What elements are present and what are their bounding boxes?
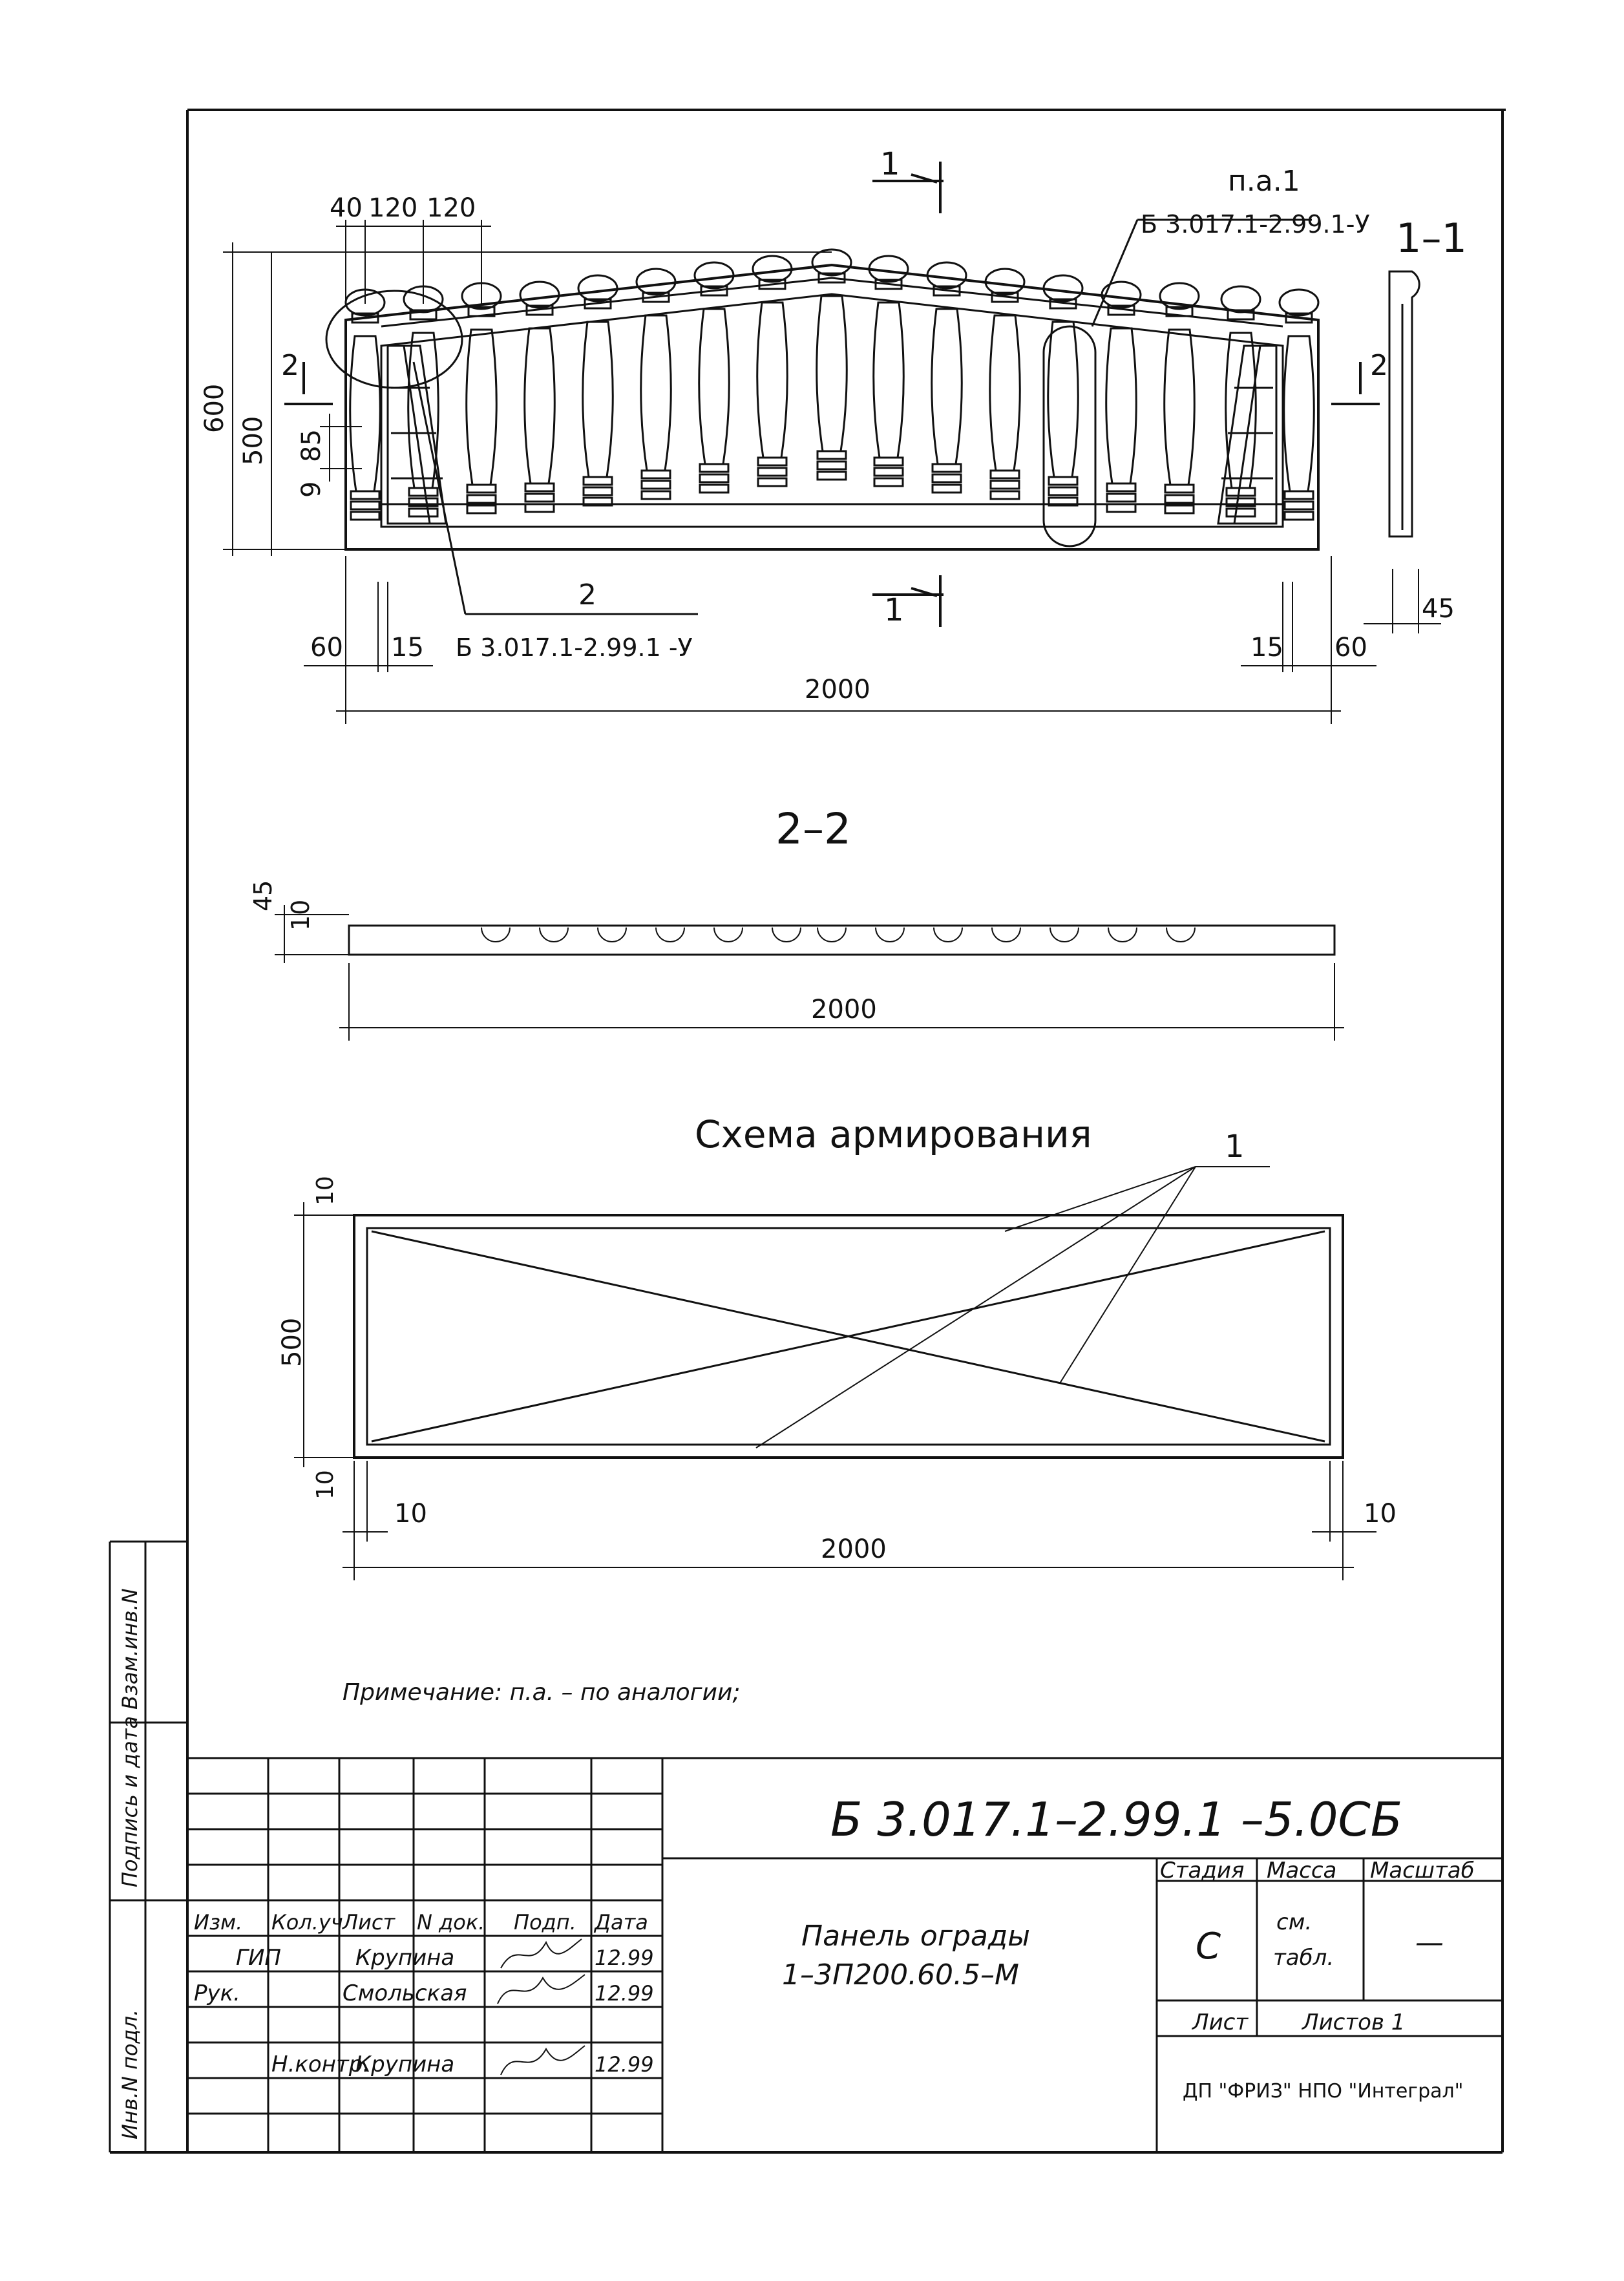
callout-2-ref: Б 3.017.1-2.99.1 -У [456,633,693,662]
org: ДП "ФРИЗ" НПО "Интеграл" [1183,2080,1464,2103]
list-label: Лист [1192,2010,1249,2035]
section-11-title: 1–1 [1396,215,1467,262]
dim-10-reinf-bottom: 10 [312,1470,339,1500]
row3-date: 12.99 [595,2052,654,2077]
baluster [346,290,385,520]
row1-name: Крупина [355,1945,455,1971]
dim-600: 600 [200,383,229,433]
row2-signature [498,1975,585,2004]
dim-15-left: 15 [391,633,424,663]
detail-oval-pa1 [1044,326,1095,546]
side-stamp-vzam: Взам.инв.N [118,1588,142,1710]
dims-left [223,242,832,556]
reinf-title: Схема армирования [695,1112,1092,1156]
dim-10-sec22: 10 [286,899,315,931]
dim-2000-top: 2000 [805,675,870,705]
row3-role: Н.контр. [271,2052,370,2077]
hdr-kol: Кол.уч [271,1910,343,1935]
baluster [637,269,675,499]
dims-reinf [294,1202,1376,1580]
dim-60-right: 60 [1334,633,1367,663]
masshtab-value: — [1415,1926,1444,1959]
baluster [812,249,851,480]
baluster [1044,275,1082,505]
stadia-value: С [1196,1926,1221,1968]
baluster [869,256,908,486]
balusters [346,249,1318,520]
hdr-data: Дата [595,1910,648,1935]
section-22-body [349,926,1334,955]
reinf-callout-1 [756,1167,1270,1448]
massa-label: Масса [1267,1858,1337,1883]
baluster [520,282,559,512]
baluster [578,275,617,505]
row3-name: Крупина [355,2052,455,2077]
dim-40: 40 [330,193,363,223]
row2-role: Рук. [194,1980,240,2006]
listov-label: Листов 1 [1302,2010,1406,2035]
cut-mark-2-left-label: 2 [281,349,299,382]
hdr-ndok: N док. [417,1910,485,1935]
hdr-list: Лист [343,1910,395,1935]
side-stamp-inv: Инв.N подл. [118,2009,142,2139]
hdr-izm: Изм. [194,1910,243,1935]
cut-mark-2-right-label: 2 [1370,349,1388,382]
product-name-2: 1–3П200.60.5–М [782,1958,1019,1991]
row2-date: 12.99 [595,1981,654,2006]
callout-pa1-ref: Б 3.017.1-2.99.1-У [1141,210,1370,239]
baluster [753,256,792,486]
baluster [927,262,966,493]
dim-500-reinf: 500 [277,1317,307,1367]
row3-signature [501,2046,585,2075]
dim-120-b: 120 [427,193,476,223]
baluster [1280,290,1318,520]
note: Примечание: п.а. – по аналогии; [343,1679,741,1706]
reinf-callout-1-label: 1 [1225,1129,1245,1165]
dim-120-a: 120 [368,193,418,223]
baluster [695,262,733,493]
dim-9: 9 [297,481,326,498]
dim-15-right: 15 [1250,633,1283,663]
dim-2000-sec22: 2000 [811,995,877,1024]
row2-name: Смольская [343,1980,467,2006]
baluster [986,269,1024,499]
row1-date: 12.99 [595,1946,654,1970]
dim-60-left: 60 [310,633,343,663]
dim-10-reinf-top: 10 [312,1176,339,1205]
reinf-frame [354,1215,1343,1458]
product-name-1: Панель ограды [801,1920,1031,1953]
dim-10-reinf-right: 10 [1364,1499,1397,1529]
massa-value-1: см. [1276,1909,1313,1935]
callout-2-label: 2 [578,578,596,611]
row1-signature [501,1939,582,1968]
dim-45-sec22: 45 [249,880,277,911]
masshtab-label: Масштаб [1370,1858,1475,1883]
dim-500: 500 [238,416,268,465]
section-22-title: 2–2 [775,804,851,854]
section-mark-1-bottom-label: 1 [884,592,904,628]
dim-45-section11-label: 45 [1422,594,1455,624]
designation: Б 3.017.1–2.99.1 –5.0СБ [830,1792,1403,1847]
dim-2000-reinf: 2000 [821,1534,887,1564]
hdr-podp: Подп. [514,1910,576,1935]
section-11-profile [1389,271,1419,536]
callout-pa1-label: п.а.1 [1228,165,1300,198]
dim-10-reinf-left: 10 [394,1499,427,1529]
dim-85: 85 [297,429,326,462]
baluster [1102,282,1141,512]
side-stamp-podp: Подпись и дата [118,1715,142,1887]
row1-role: ГИП [236,1945,281,1971]
massa-value-2: табл. [1273,1945,1334,1971]
section-mark-1-bottom [872,575,944,627]
dims-top [336,220,491,304]
section-mark-1-top-label: 1 [880,146,900,182]
stadia-label: Стадия [1160,1858,1245,1883]
